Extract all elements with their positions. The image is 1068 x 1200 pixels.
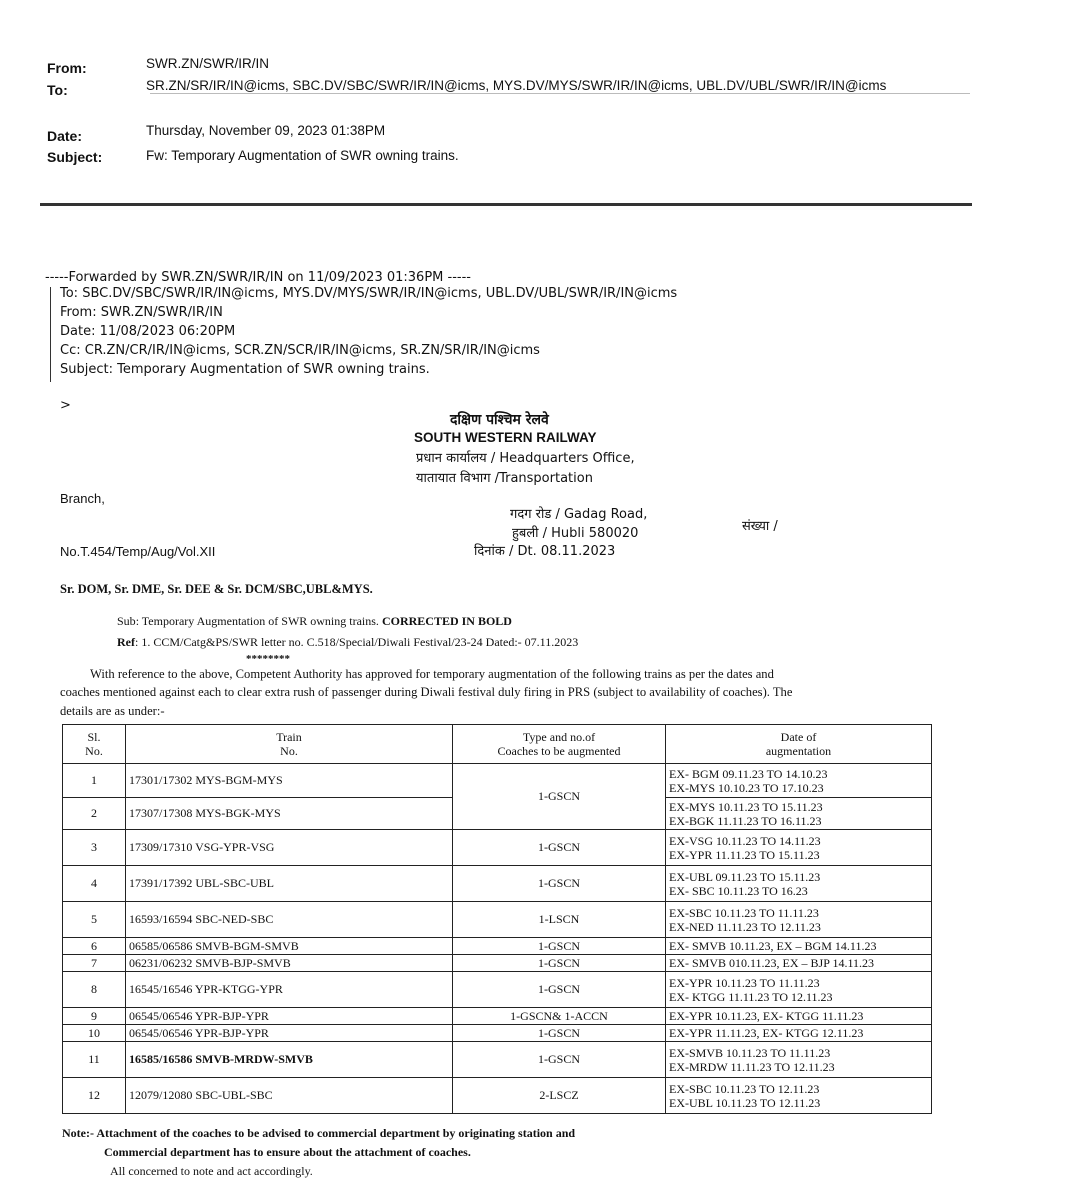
row-sl: 4 [63,866,126,902]
row-coach: 1-GSCN [453,938,666,955]
row-date: EX- BGM 09.11.23 TO 14.10.23 EX-MYS 10.10.23 TO 17.10.23 [666,764,932,798]
augmentation-table [62,724,932,1114]
reference-line [117,635,578,650]
railway-name: SOUTH WESTERN RAILWAY [414,430,597,445]
subject-line [117,614,512,629]
forward-cc: Cc: CR.ZN/CR/IR/IN@icms, SCR.ZN/SCR/IR/IN@icms, SR.ZN/SR/IR/IN@icms [60,343,540,358]
address-city: हुबली / Hubli 580020 [512,526,639,541]
row-date: EX-SBC 10.11.23 TO 12.11.23 EX-UBL 10.11.23 TO 12.11.23 [666,1078,932,1114]
row-date: EX-VSG 10.11.23 TO 14.11.23 EX-YPR 11.11.23 TO 15.11.23 [666,830,932,866]
row-sl: 9 [63,1008,126,1025]
row-sl: 10 [63,1025,126,1042]
ref-text: : 1. CCM/Catg&PS/SWR letter no. C.518/Special/Diwali Festival/23-24 Dated:- 07.11.2023 [135,635,579,649]
row-date: EX-UBL 09.11.23 TO 15.11.23 EX- SBC 10.11.23 TO 16.23 [666,866,932,902]
forward-bracket [50,287,51,382]
row-date: EX-MYS 10.11.23 TO 15.11.23 EX-BGK 11.11.23 TO 16.11.23 [666,798,932,830]
row-sl: 7 [63,955,126,972]
row-coach: 1-GSCN& 1-ACCN [453,1008,666,1025]
row-coach: 1-LSCN [453,902,666,938]
table-row [63,1008,932,1025]
date-label: Date: [47,128,83,144]
row-train: 16585/16586 SMVB-MRDW-SMVB [126,1042,453,1078]
row-train: 17301/17302 MYS-BGM-MYS [126,764,453,798]
to-value: SR.ZN/SR/IR/IN@icms, SBC.DV/SBC/SWR/IR/IN@icms, MYS.DV/MYS/SWR/IR/IN@icms, UBL.DV/UBL/SWR/IR/IN@icms [146,78,887,93]
note-line-3: All concerned to note and act accordingly. [110,1164,313,1178]
table-row [63,1042,932,1078]
row-train: 16545/16546 YPR-KTGG-YPR [126,972,453,1008]
row-date: EX-SMVB 10.11.23 TO 11.11.23 EX-MRDW 11.11.23 TO 12.11.23 [666,1042,932,1078]
from-value: SWR.ZN/SWR/IR/IN [146,56,269,71]
table-row [63,955,932,972]
table-row [63,764,932,798]
sankhya-label: संख्या / [742,519,778,534]
row-date: EX-YPR 10.11.23, EX- KTGG 11.11.23 [666,1008,932,1025]
row-train: 17391/17392 UBL-SBC-UBL [126,866,453,902]
ref-label: Ref [117,635,135,649]
row-train: 17309/17310 VSG-YPR-VSG [126,830,453,866]
row-sl: 6 [63,938,126,955]
table-row [63,830,932,866]
header-divider [150,93,970,94]
sub-bold-note: CORRECTED IN BOLD [381,614,512,628]
row-date: EX- SMVB 10.11.23, EX – BGM 14.11.23 [666,938,932,955]
addressee: Sr. DOM, Sr. DME, Sr. DEE & Sr. DCM/SBC,UBL&MYS. [60,582,373,596]
table-row [63,866,932,902]
from-label: From: [47,60,87,76]
table-row [63,972,932,1008]
table-row [63,1025,932,1042]
body-line-3: details are as under:- [60,704,165,718]
note-line-1: Note:- Attachment of the coaches to be advised to commercial department by originating station and [62,1126,576,1140]
row-train: 12079/12080 SBC-UBL-SBC [126,1078,453,1114]
row-sl: 5 [63,902,126,938]
forwarded-line: -----Forwarded by SWR.ZN/SWR/IR/IN on 11/09/2023 01:36PM ----- [45,270,471,285]
quote-mark: > [60,398,71,413]
row-date: EX-SBC 10.11.23 TO 11.11.23 EX-NED 11.11.23 TO 12.11.23 [666,902,932,938]
forward-to: To: SBC.DV/SBC/SWR/IR/IN@icms, MYS.DV/MYS/SWR/IR/IN@icms, UBL.DV/UBL/SWR/IR/IN@icms [60,286,678,301]
body-line-2: coaches mentioned against each to clear extra rush of passenger during Diwali festival duly firing in PRS (subject to availability of coaches). The [60,685,793,699]
header-type: Type and no.of Coaches to be augmented [453,725,666,764]
row-date: EX-YPR 11.11.23, EX- KTGG 12.11.23 [666,1025,932,1042]
body-line-1: With reference to the above, Competent Authority has approved for temporary augmentation of the following trains as per the dates and [90,667,774,681]
table-row [63,1078,932,1114]
row-coach: 1-GSCN [453,866,666,902]
row-coach: 1-GSCN [453,1025,666,1042]
date-value: Thursday, November 09, 2023 01:38PM [146,123,386,138]
headquarters-office: प्रधान कार्यालय / Headquarters Office, [416,451,635,466]
row-train: 17307/17308 MYS-BGK-MYS [126,798,453,830]
address-road: गदग रोड / Gadag Road, [510,507,648,522]
header-rule [40,203,972,206]
railway-hindi-name: दक्षिण पश्चिम रेलवे [450,412,549,428]
table-row [63,938,932,955]
row-sl: 11 [63,1042,126,1078]
header-train: Train No. [126,725,453,764]
row-sl: 1 [63,764,126,798]
row-train: 06545/06546 YPR-BJP-YPR [126,1025,453,1042]
row-sl: 8 [63,972,126,1008]
separator-stars: ******** [246,653,290,665]
subject-value: Fw: Temporary Augmentation of SWR owning trains. [146,148,459,163]
to-label: To: [47,82,68,98]
row-coach: 1-GSCN [453,764,666,830]
row-coach: 1-GSCN [453,830,666,866]
reference-number: No.T.454/Temp/Aug/Vol.XII [60,544,216,559]
branch-label: Branch, [60,491,105,506]
row-coach: 1-GSCN [453,955,666,972]
table-row [63,902,932,938]
letter-date: दिनांक / Dt. 08.11.2023 [474,544,616,559]
row-train: 06585/06586 SMVB-BGM-SMVB [126,938,453,955]
forward-date: Date: 11/08/2023 06:20PM [60,324,236,339]
row-coach: 1-GSCN [453,1042,666,1078]
transportation-dept: यातायात विभाग /Transportation [416,471,593,486]
row-train: 06231/06232 SMVB-BJP-SMVB [126,955,453,972]
header-sl: Sl. No. [63,725,126,764]
row-coach: 1-GSCN [453,972,666,1008]
row-train: 06545/06546 YPR-BJP-YPR [126,1008,453,1025]
row-date: EX-YPR 10.11.23 TO 11.11.23 EX- KTGG 11.11.23 TO 12.11.23 [666,972,932,1008]
note-line-2: Commercial department has to ensure about the attachment of coaches. [104,1145,471,1159]
subject-label: Subject: [47,149,103,165]
row-sl: 2 [63,798,126,830]
header-date: Date of augmentation [666,725,932,764]
row-date: EX- SMVB 010.11.23, EX – BJP 14.11.23 [666,955,932,972]
row-coach: 2-LSCZ [453,1078,666,1114]
forward-subject: Subject: Temporary Augmentation of SWR owning trains. [60,362,430,377]
table-header-row [63,725,932,764]
row-train: 16593/16594 SBC-NED-SBC [126,902,453,938]
row-sl: 12 [63,1078,126,1114]
sub-text: : Temporary Augmentation of SWR owning trains. [135,614,379,628]
forward-from: From: SWR.ZN/SWR/IR/IN [60,305,223,320]
sub-label: Sub [117,614,136,628]
row-sl: 3 [63,830,126,866]
